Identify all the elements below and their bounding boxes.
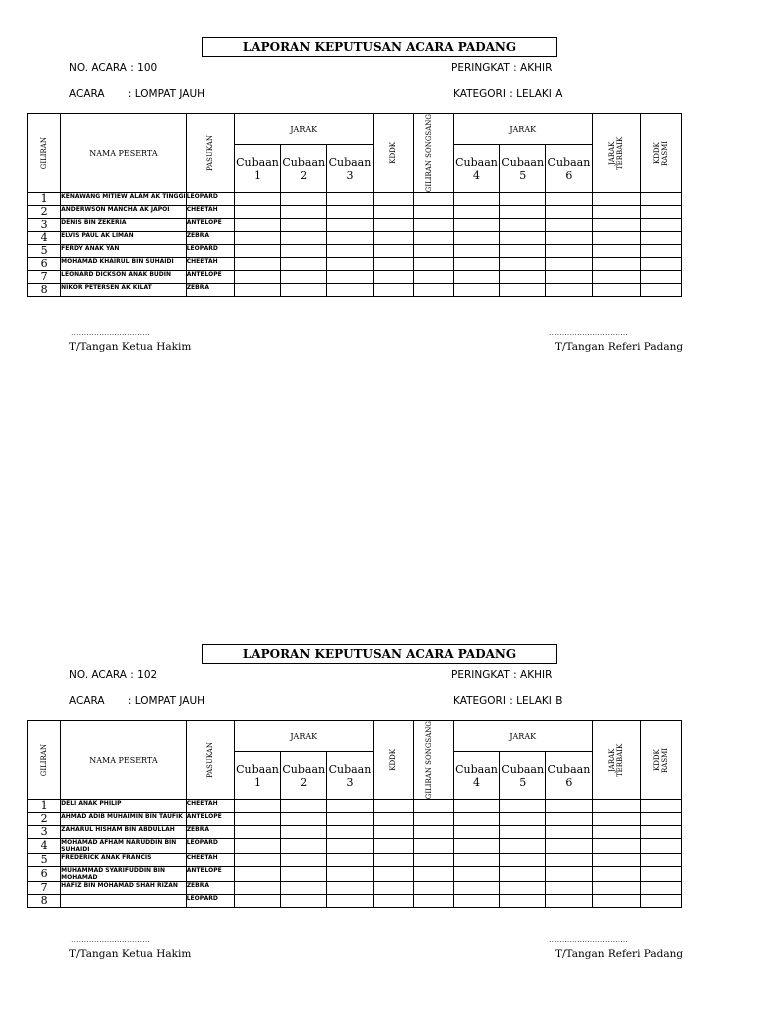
result-cell	[234, 232, 280, 245]
result-cell	[281, 854, 327, 867]
result-cell	[281, 206, 327, 219]
result-cell	[234, 826, 280, 839]
result-cell	[453, 245, 499, 258]
result-cell	[592, 232, 640, 245]
result-cell	[281, 193, 327, 206]
result-cell	[373, 219, 413, 232]
row-number: 6	[28, 867, 61, 882]
result-cell	[500, 219, 546, 232]
header-cubaan-4: Cubaan 4	[453, 145, 499, 193]
result-cell	[453, 258, 499, 271]
result-cell	[281, 245, 327, 258]
team-name: CHEETAH	[186, 800, 234, 813]
participant-name: MOHAMAD AFHAM NARUDDIN BIN SUHAIDI	[61, 839, 187, 854]
table-row	[28, 813, 682, 826]
header-cubaan-6: Cubaan 6	[546, 752, 592, 800]
result-cell	[500, 826, 546, 839]
result-cell	[373, 232, 413, 245]
signature-line-referi: ...............................	[549, 328, 628, 337]
result-cell	[281, 813, 327, 826]
table-row	[28, 245, 682, 258]
team-name: ZEBRA	[186, 882, 234, 895]
result-cell	[413, 882, 453, 895]
header-kddk-rasmi: KDDK RASMI	[640, 114, 681, 193]
result-cell	[546, 284, 592, 297]
result-cell	[413, 271, 453, 284]
team-name: ZEBRA	[186, 232, 234, 245]
signature-referi: T/Tangan Referi Padang	[555, 341, 684, 353]
table-row	[28, 854, 682, 867]
row-number: 7	[28, 271, 61, 284]
result-cell	[592, 271, 640, 284]
row-number: 2	[28, 206, 61, 219]
row-number: 7	[28, 882, 61, 895]
result-cell	[234, 895, 280, 908]
participant-name: MOHAMAD KHAIRUL BIN SUHAIDI	[61, 258, 187, 271]
form-title: LAPORAN KEPUTUSAN ACARA PADANG	[202, 37, 557, 57]
result-cell	[592, 284, 640, 297]
header-cubaan-2: Cubaan 2	[281, 752, 327, 800]
result-cell	[592, 245, 640, 258]
result-cell	[327, 271, 373, 284]
result-cell	[500, 867, 546, 882]
result-cell	[640, 232, 681, 245]
participant-name: LEONARD DICKSON ANAK BUDIN	[61, 271, 187, 284]
result-cell	[640, 826, 681, 839]
participant-name: AHMAD ADIB MUHAIMIN BIN TAUFIK	[61, 813, 187, 826]
result-cell	[327, 193, 373, 206]
result-cell	[500, 854, 546, 867]
header-jarak-2: JARAK	[453, 114, 592, 145]
result-cell	[500, 245, 546, 258]
result-cell	[373, 206, 413, 219]
result-cell	[413, 232, 453, 245]
result-cell	[640, 867, 681, 882]
team-name: ANTELOPE	[186, 271, 234, 284]
header-pasukan: PASUKAN	[186, 114, 234, 193]
result-cell	[500, 895, 546, 908]
header-jarak-1: JARAK	[234, 114, 373, 145]
result-cell	[453, 826, 499, 839]
header-jarak-2: JARAK	[453, 721, 592, 752]
result-cell	[281, 284, 327, 297]
team-name: ANTELOPE	[186, 219, 234, 232]
header-kddk: KDDK	[373, 721, 413, 800]
result-cell	[413, 826, 453, 839]
result-cell	[413, 895, 453, 908]
participant-name: MUHAMMAD SYARIFUDDIN BIN MOHAMAD	[61, 867, 187, 882]
result-cell	[234, 813, 280, 826]
result-cell	[373, 258, 413, 271]
row-number: 4	[28, 232, 61, 245]
row-number: 5	[28, 854, 61, 867]
participant-name: NIKOR PETERSEN AK KILAT	[61, 284, 187, 297]
result-cell	[373, 245, 413, 258]
result-cell	[413, 839, 453, 854]
team-name: ZEBRA	[186, 826, 234, 839]
team-name: LEOPARD	[186, 245, 234, 258]
result-cell	[413, 206, 453, 219]
no-acara: NO. ACARA : 102	[69, 669, 158, 681]
row-number: 2	[28, 813, 61, 826]
result-cell	[281, 271, 327, 284]
result-cell	[327, 839, 373, 854]
team-name: CHEETAH	[186, 258, 234, 271]
result-cell	[453, 882, 499, 895]
row-number: 8	[28, 284, 61, 297]
result-cell	[234, 193, 280, 206]
participant-name: ZAHARUL HISHAM BIN ABDULLAH	[61, 826, 187, 839]
result-cell	[327, 895, 373, 908]
row-number: 8	[28, 895, 61, 908]
header-nama: NAMA PESERTA	[61, 721, 187, 800]
result-cell	[234, 800, 280, 813]
result-cell	[546, 895, 592, 908]
result-cell	[640, 271, 681, 284]
result-cell	[413, 813, 453, 826]
result-cell	[327, 882, 373, 895]
result-cell	[453, 271, 499, 284]
row-number: 5	[28, 245, 61, 258]
result-cell	[234, 219, 280, 232]
result-cell	[546, 813, 592, 826]
result-cell	[500, 193, 546, 206]
result-cell	[327, 245, 373, 258]
acara: ACARA : LOMPAT JAUH	[69, 88, 206, 100]
result-cell	[640, 245, 681, 258]
result-cell	[327, 219, 373, 232]
result-cell	[234, 258, 280, 271]
team-name: CHEETAH	[186, 854, 234, 867]
result-cell	[453, 219, 499, 232]
result-cell	[453, 854, 499, 867]
table-row	[28, 284, 682, 297]
team-name: LEOPARD	[186, 193, 234, 206]
result-cell	[281, 232, 327, 245]
result-cell	[500, 284, 546, 297]
result-cell	[640, 258, 681, 271]
acara: ACARA : LOMPAT JAUH	[69, 695, 206, 707]
result-cell	[546, 245, 592, 258]
participant-name: KENAWANG MITIEW ALAM AK TINGGI	[61, 193, 187, 206]
result-cell	[546, 839, 592, 854]
result-cell	[592, 206, 640, 219]
result-cell	[640, 193, 681, 206]
participant-name: HAFIZ BIN MOHAMAD SHAH RIZAN	[61, 882, 187, 895]
result-cell	[373, 193, 413, 206]
header-kddk: KDDK	[373, 114, 413, 193]
result-cell	[373, 800, 413, 813]
result-cell	[453, 284, 499, 297]
result-cell	[640, 800, 681, 813]
result-cell	[592, 839, 640, 854]
result-cell	[546, 271, 592, 284]
result-cell	[327, 854, 373, 867]
header-giliran: GILIRAN	[28, 114, 61, 193]
result-cell	[413, 219, 453, 232]
row-number: 4	[28, 839, 61, 854]
result-cell	[234, 245, 280, 258]
signature-line-hakim: ...............................	[71, 935, 150, 944]
result-cell	[640, 219, 681, 232]
header-cubaan-6: Cubaan 6	[546, 145, 592, 193]
header-giliran: GILIRAN	[28, 721, 61, 800]
result-cell	[546, 882, 592, 895]
result-cell	[413, 800, 453, 813]
result-cell	[327, 258, 373, 271]
result-cell	[500, 206, 546, 219]
team-name: CHEETAH	[186, 206, 234, 219]
result-form-2	[0, 644, 768, 974]
results-table	[27, 720, 682, 908]
header-nama: NAMA PESERTA	[61, 114, 187, 193]
result-cell	[500, 882, 546, 895]
header-cubaan-3: Cubaan 3	[327, 145, 373, 193]
result-cell	[592, 193, 640, 206]
table-row	[28, 800, 682, 813]
header-cubaan-5: Cubaan 5	[500, 752, 546, 800]
result-cell	[500, 232, 546, 245]
header-jarak-terbaik: JARAK TERBAIK	[592, 721, 640, 800]
result-cell	[373, 882, 413, 895]
result-cell	[453, 813, 499, 826]
result-form-1	[0, 37, 768, 367]
header-pasukan: PASUKAN	[186, 721, 234, 800]
result-cell	[592, 800, 640, 813]
result-cell	[281, 882, 327, 895]
participant-name: ELVIS PAUL AK LIMAN	[61, 232, 187, 245]
table-row	[28, 839, 682, 854]
result-cell	[453, 206, 499, 219]
header-kddk-rasmi: KDDK RASMI	[640, 721, 681, 800]
result-cell	[234, 882, 280, 895]
result-cell	[413, 258, 453, 271]
result-cell	[592, 219, 640, 232]
result-cell	[546, 800, 592, 813]
result-cell	[234, 271, 280, 284]
team-name: ZEBRA	[186, 284, 234, 297]
result-cell	[640, 284, 681, 297]
result-cell	[640, 813, 681, 826]
result-cell	[453, 800, 499, 813]
team-name: LEOPARD	[186, 839, 234, 854]
result-cell	[546, 258, 592, 271]
header-cubaan-1: Cubaan 1	[234, 145, 280, 193]
form-title: LAPORAN KEPUTUSAN ACARA PADANG	[202, 644, 557, 664]
table-row	[28, 219, 682, 232]
peringkat: PERINGKAT : AKHIR	[451, 669, 553, 681]
team-name: ANTELOPE	[186, 867, 234, 882]
header-cubaan-3: Cubaan 3	[327, 752, 373, 800]
header-cubaan-4: Cubaan 4	[453, 752, 499, 800]
result-cell	[453, 895, 499, 908]
kategori: KATEGORI : LELAKI B	[453, 695, 563, 707]
result-cell	[640, 895, 681, 908]
result-cell	[546, 854, 592, 867]
result-cell	[546, 232, 592, 245]
result-cell	[281, 895, 327, 908]
result-cell	[327, 800, 373, 813]
result-cell	[234, 284, 280, 297]
participant-name: FREDERICK ANAK FRANCIS	[61, 854, 187, 867]
participant-name: ANDERWSON MANCHA AK JAPOI	[61, 206, 187, 219]
result-cell	[281, 219, 327, 232]
result-cell	[413, 854, 453, 867]
table-row	[28, 232, 682, 245]
signature-referi: T/Tangan Referi Padang	[555, 948, 684, 960]
result-cell	[592, 813, 640, 826]
header-cubaan-1: Cubaan 1	[234, 752, 280, 800]
table-row	[28, 206, 682, 219]
signature-line-hakim: ...............................	[71, 328, 150, 337]
result-cell	[500, 271, 546, 284]
result-cell	[281, 839, 327, 854]
participant-name: FERDY ANAK YAN	[61, 245, 187, 258]
header-jarak-1: JARAK	[234, 721, 373, 752]
result-cell	[373, 826, 413, 839]
signature-line-referi: ...............................	[549, 935, 628, 944]
participant-name: DENIS BIN ZEKERIA	[61, 219, 187, 232]
header-jarak-terbaik: JARAK TERBAIK	[592, 114, 640, 193]
result-cell	[281, 800, 327, 813]
result-cell	[546, 219, 592, 232]
table-row	[28, 271, 682, 284]
result-cell	[640, 882, 681, 895]
result-cell	[546, 206, 592, 219]
team-name: LEOPARD	[186, 895, 234, 908]
result-cell	[592, 826, 640, 839]
result-cell	[453, 193, 499, 206]
result-cell	[281, 258, 327, 271]
kategori: KATEGORI : LELAKI A	[453, 88, 563, 100]
result-cell	[234, 839, 280, 854]
result-cell	[234, 206, 280, 219]
result-cell	[373, 895, 413, 908]
result-cell	[453, 839, 499, 854]
row-number: 1	[28, 193, 61, 206]
result-cell	[500, 839, 546, 854]
row-number: 1	[28, 800, 61, 813]
result-cell	[453, 867, 499, 882]
result-cell	[413, 245, 453, 258]
result-cell	[546, 193, 592, 206]
result-cell	[546, 826, 592, 839]
table-row	[28, 193, 682, 206]
result-cell	[640, 854, 681, 867]
row-number: 6	[28, 258, 61, 271]
header-giliran-songsang: GILIRAN SONGSANG	[413, 114, 453, 193]
result-cell	[327, 284, 373, 297]
result-cell	[640, 839, 681, 854]
header-cubaan-5: Cubaan 5	[500, 145, 546, 193]
result-cell	[592, 882, 640, 895]
participant-name	[61, 895, 187, 908]
table-row	[28, 867, 682, 882]
team-name: ANTELOPE	[186, 813, 234, 826]
header-giliran-songsang: GILIRAN SONGSANG	[413, 721, 453, 800]
result-cell	[592, 854, 640, 867]
result-cell	[373, 867, 413, 882]
result-cell	[373, 284, 413, 297]
result-cell	[640, 206, 681, 219]
result-cell	[500, 800, 546, 813]
header-cubaan-2: Cubaan 2	[281, 145, 327, 193]
result-cell	[373, 839, 413, 854]
signature-hakim: T/Tangan Ketua Hakim	[69, 948, 192, 960]
result-cell	[373, 271, 413, 284]
result-cell	[413, 867, 453, 882]
result-cell	[413, 284, 453, 297]
row-number: 3	[28, 219, 61, 232]
no-acara: NO. ACARA : 100	[69, 62, 158, 74]
result-cell	[373, 813, 413, 826]
result-cell	[234, 854, 280, 867]
result-cell	[546, 867, 592, 882]
result-cell	[413, 193, 453, 206]
result-cell	[281, 826, 327, 839]
signature-hakim: T/Tangan Ketua Hakim	[69, 341, 192, 353]
result-cell	[234, 867, 280, 882]
result-cell	[327, 826, 373, 839]
result-cell	[592, 895, 640, 908]
result-cell	[373, 854, 413, 867]
table-row	[28, 895, 682, 908]
table-row	[28, 826, 682, 839]
result-cell	[500, 813, 546, 826]
peringkat: PERINGKAT : AKHIR	[451, 62, 553, 74]
result-cell	[592, 867, 640, 882]
result-cell	[453, 232, 499, 245]
result-cell	[327, 232, 373, 245]
result-cell	[327, 206, 373, 219]
result-cell	[327, 867, 373, 882]
result-cell	[327, 813, 373, 826]
table-row	[28, 258, 682, 271]
result-cell	[281, 867, 327, 882]
result-cell	[592, 258, 640, 271]
result-cell	[500, 258, 546, 271]
table-row	[28, 882, 682, 895]
participant-name: DELI ANAK PHILIP	[61, 800, 187, 813]
results-table	[27, 113, 682, 297]
row-number: 3	[28, 826, 61, 839]
